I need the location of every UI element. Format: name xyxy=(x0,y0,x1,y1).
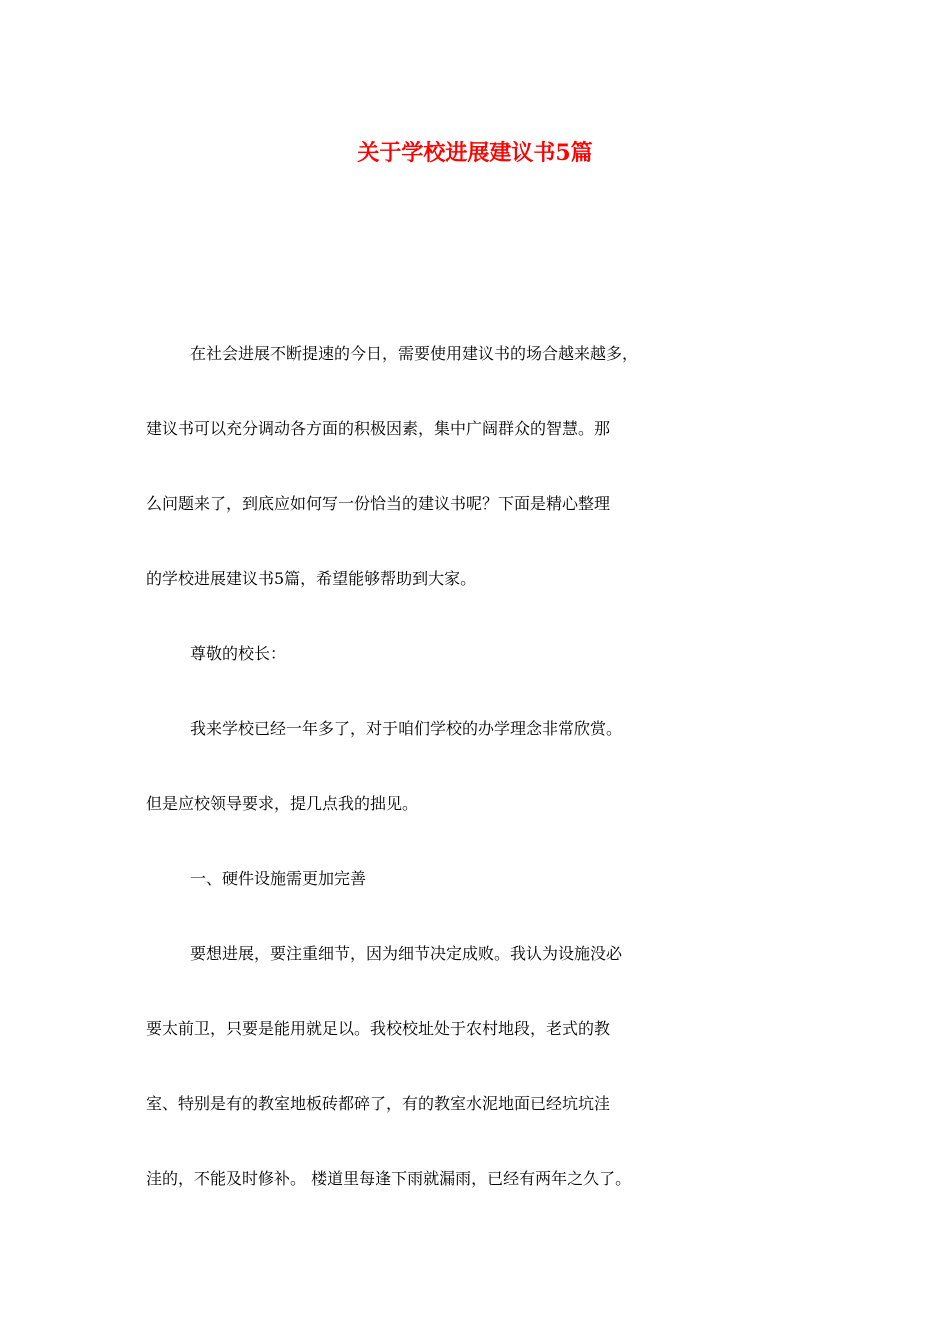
body-line: 洼的，不能及时修补。 楼道里每逢下雨就漏雨，已经有两年之久了。 xyxy=(146,1169,632,1188)
body-line: 我来学校已经一年多了，对于咱们学校的办学理念非常欣赏。 xyxy=(190,719,623,738)
body-line: 建议书可以充分调动各方面的积极因素，集中广阔群众的智慧。那 xyxy=(146,419,611,438)
body-line: 要想进展，要注重细节，因为细节决定成败。我认为设施没必 xyxy=(190,944,623,963)
body-line: 尊敬的校长： xyxy=(190,644,287,663)
body-line: 室、特别是有的教室地板砖都碎了，有的教室水泥地面已经坑坑洼 xyxy=(146,1094,611,1113)
document-title: 关于学校进展建议书5篇 xyxy=(357,140,593,166)
body-line: 要太前卫，只要是能用就足以。我校校址处于农村地段，老式的教 xyxy=(146,1019,611,1038)
body-line: 么问题来了，到底应如何写一份恰当的建议书呢？下面是精心整理 xyxy=(146,494,611,513)
body-line: 一、硬件设施需更加完善 xyxy=(190,869,367,888)
body-line: 但是应校领导要求，提几点我的拙见。 xyxy=(146,794,419,813)
document-body xyxy=(146,316,822,1216)
body-line: 的学校进展建议书5篇，希望能够帮助到大家。 xyxy=(146,569,477,588)
body-line: 在社会进展不断提速的今日，需要使用建议书的场合越来越多， xyxy=(190,344,639,363)
